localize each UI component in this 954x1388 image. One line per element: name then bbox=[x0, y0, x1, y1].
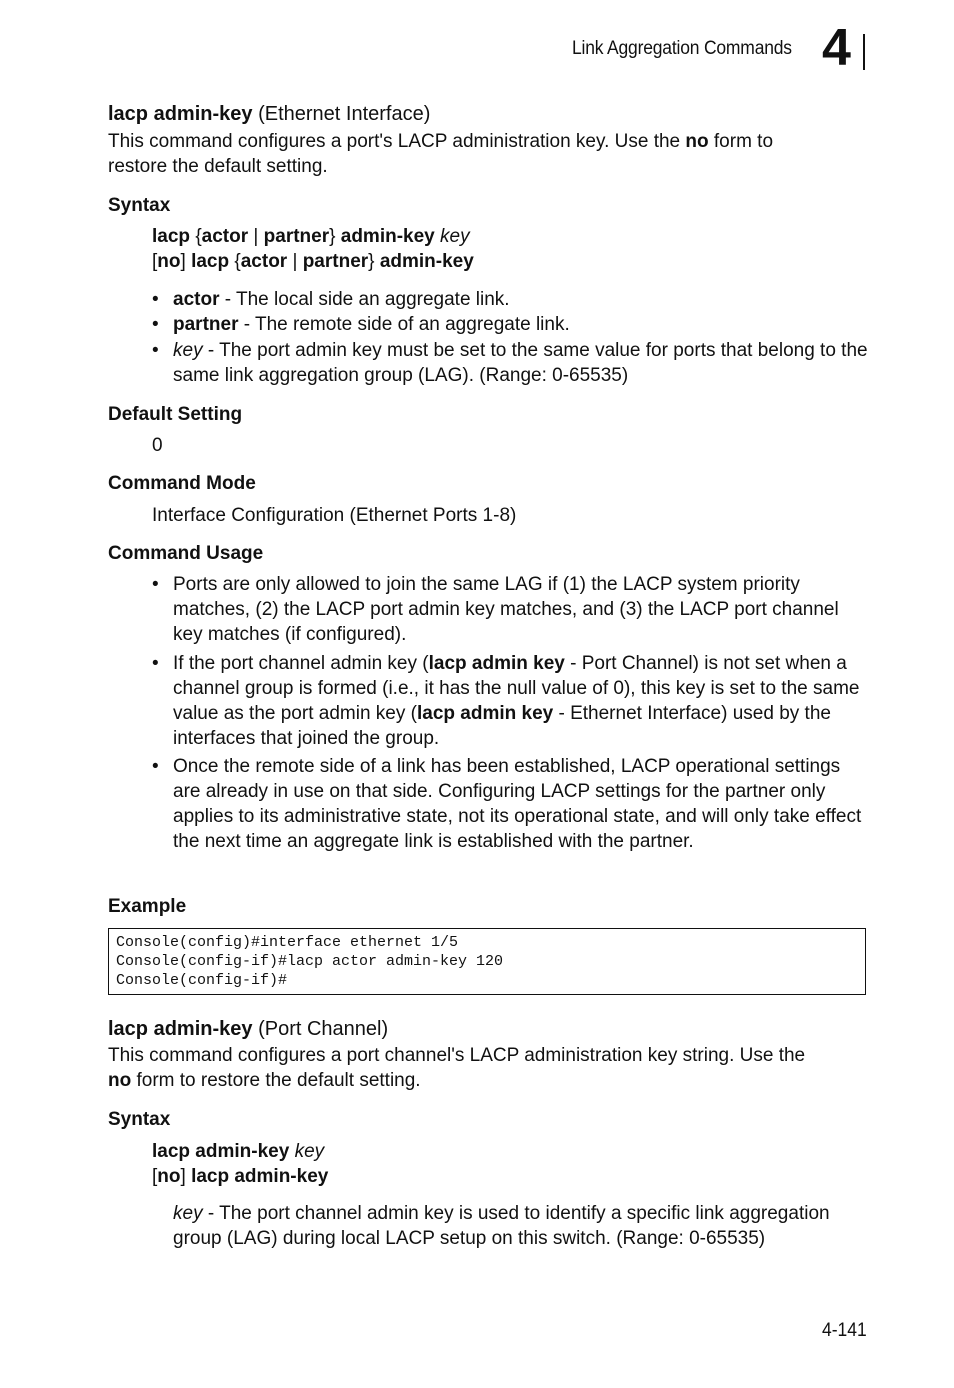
section-title-port-channel bbox=[108, 1018, 388, 1041]
usage-text: - Port Channel) is not set when a channel group is formed (i.e., it has the null value of 0), this key is set to the same value as the port admin key ( bbox=[173, 653, 860, 724]
syntax-line-1 bbox=[152, 1139, 324, 1164]
usage-text: Once the remote side of a link has been established, LACP operational settings are already in use on that side. Configuring LACP settings for the partner only applies to its administrative state, not its operational state, and will only take effect the next time an aggregate link is established with the partner. bbox=[173, 756, 862, 852]
brace: { bbox=[234, 251, 241, 272]
kw: no bbox=[157, 251, 181, 272]
bracket: ] bbox=[180, 1166, 186, 1187]
bullet: • bbox=[152, 756, 159, 777]
desc-no-keyword: no bbox=[108, 1070, 132, 1091]
default-value: 0 bbox=[152, 435, 163, 456]
param-text: - The local side an aggregate link. bbox=[219, 289, 510, 310]
section-description bbox=[108, 1043, 868, 1093]
sep: | bbox=[248, 226, 264, 247]
kw: partner bbox=[302, 251, 369, 272]
param-term: partner bbox=[173, 314, 239, 335]
param-term: key bbox=[173, 1203, 203, 1224]
usage-item bbox=[152, 754, 872, 854]
kw: lacp bbox=[152, 226, 191, 247]
param-item bbox=[152, 312, 872, 337]
bullet: • bbox=[152, 314, 159, 335]
syntax-line-2 bbox=[152, 249, 474, 274]
bullet: • bbox=[152, 574, 159, 595]
brace: } bbox=[329, 226, 336, 247]
chapter-divider bbox=[863, 34, 865, 70]
usage-bold: lacp admin key bbox=[428, 653, 565, 674]
syntax-line-1 bbox=[152, 224, 470, 249]
code-line: Console(config)#interface ethernet 1/5 bbox=[116, 934, 459, 951]
brace: } bbox=[368, 251, 375, 272]
syntax-heading: Syntax bbox=[108, 1109, 171, 1130]
param-item bbox=[152, 338, 872, 388]
code-line: Console(config-if)# bbox=[116, 972, 288, 989]
bullet: • bbox=[152, 653, 159, 674]
param-term: actor bbox=[173, 289, 220, 310]
desc-text: form to bbox=[713, 131, 774, 152]
mode-heading: Command Mode bbox=[108, 473, 256, 494]
syntax-line-2 bbox=[152, 1164, 328, 1189]
bracket: [ bbox=[152, 251, 158, 272]
arg: key bbox=[294, 1141, 325, 1162]
page-number: 4-141 bbox=[822, 1320, 867, 1341]
kw: admin-key bbox=[340, 226, 435, 247]
mode-value: Interface Configuration (Ethernet Ports 1-8) bbox=[152, 505, 517, 526]
usage-bold: lacp admin key bbox=[416, 703, 554, 724]
command-name: lacp admin-key bbox=[108, 103, 253, 125]
desc-text: form to restore the default setting. bbox=[136, 1070, 421, 1091]
param-text: - The remote side of an aggregate link. bbox=[238, 314, 570, 335]
kw: admin-key bbox=[379, 251, 474, 272]
param-term: key bbox=[173, 340, 203, 361]
chapter-number: 4 bbox=[822, 19, 851, 77]
section-description bbox=[108, 129, 868, 179]
usage-item bbox=[152, 572, 872, 647]
command-name: lacp admin-key bbox=[108, 1018, 253, 1040]
usage-item bbox=[152, 651, 872, 751]
usage-text: Ports are only allowed to join the same LAG if (1) the LACP system priority matches, (2) the LACP port admin key matches, and (3) the LACP port channel key matches (if configured). bbox=[173, 574, 839, 645]
kw: partner bbox=[263, 226, 330, 247]
desc-text: This command configures a port's LACP administration key. Use the bbox=[108, 131, 681, 152]
kw: actor bbox=[240, 251, 288, 272]
bracket: ] bbox=[180, 251, 186, 272]
param-text: - The port channel admin key is used to identify a specific link aggregation group (LAG) during local LACP setup on this switch. (Range: 0-65535) bbox=[173, 1203, 830, 1249]
arg: key bbox=[440, 226, 470, 247]
kw: no bbox=[157, 1166, 181, 1187]
usage-heading: Command Usage bbox=[108, 543, 264, 564]
desc-text: restore the default setting. bbox=[108, 156, 328, 177]
kw: lacp admin-key bbox=[152, 1141, 290, 1162]
code-line: Console(config-if)#lacp actor admin-key 120 bbox=[116, 953, 504, 970]
example-heading: Example bbox=[108, 896, 187, 917]
desc-text: This command configures a port channel's LACP administration key string. Use the bbox=[108, 1045, 806, 1066]
kw: lacp bbox=[191, 251, 230, 272]
usage-text: - Ethernet Interface) used by the interfaces that joined the group. bbox=[173, 703, 831, 749]
default-heading: Default Setting bbox=[108, 404, 243, 425]
sep: | bbox=[287, 251, 303, 272]
bullet: • bbox=[152, 289, 159, 310]
bracket: [ bbox=[152, 1166, 158, 1187]
brace: { bbox=[195, 226, 202, 247]
running-header: Link Aggregation Commands bbox=[572, 38, 792, 59]
param-item bbox=[152, 287, 872, 312]
section-title-ethernet bbox=[108, 103, 430, 126]
usage-text: If the port channel admin key ( bbox=[173, 653, 429, 674]
kw: lacp admin-key bbox=[191, 1166, 329, 1187]
command-context: (Ethernet Interface) bbox=[258, 103, 431, 125]
param-description bbox=[173, 1201, 873, 1251]
desc-no-keyword: no bbox=[685, 131, 709, 152]
param-text: - The port admin key must be set to the same value for ports that belong to the same link aggregation group (LAG). (Range: 0-65535) bbox=[173, 340, 868, 386]
syntax-heading: Syntax bbox=[108, 195, 171, 216]
command-context: (Port Channel) bbox=[258, 1018, 389, 1040]
bullet: • bbox=[152, 340, 159, 361]
kw: actor bbox=[201, 226, 249, 247]
